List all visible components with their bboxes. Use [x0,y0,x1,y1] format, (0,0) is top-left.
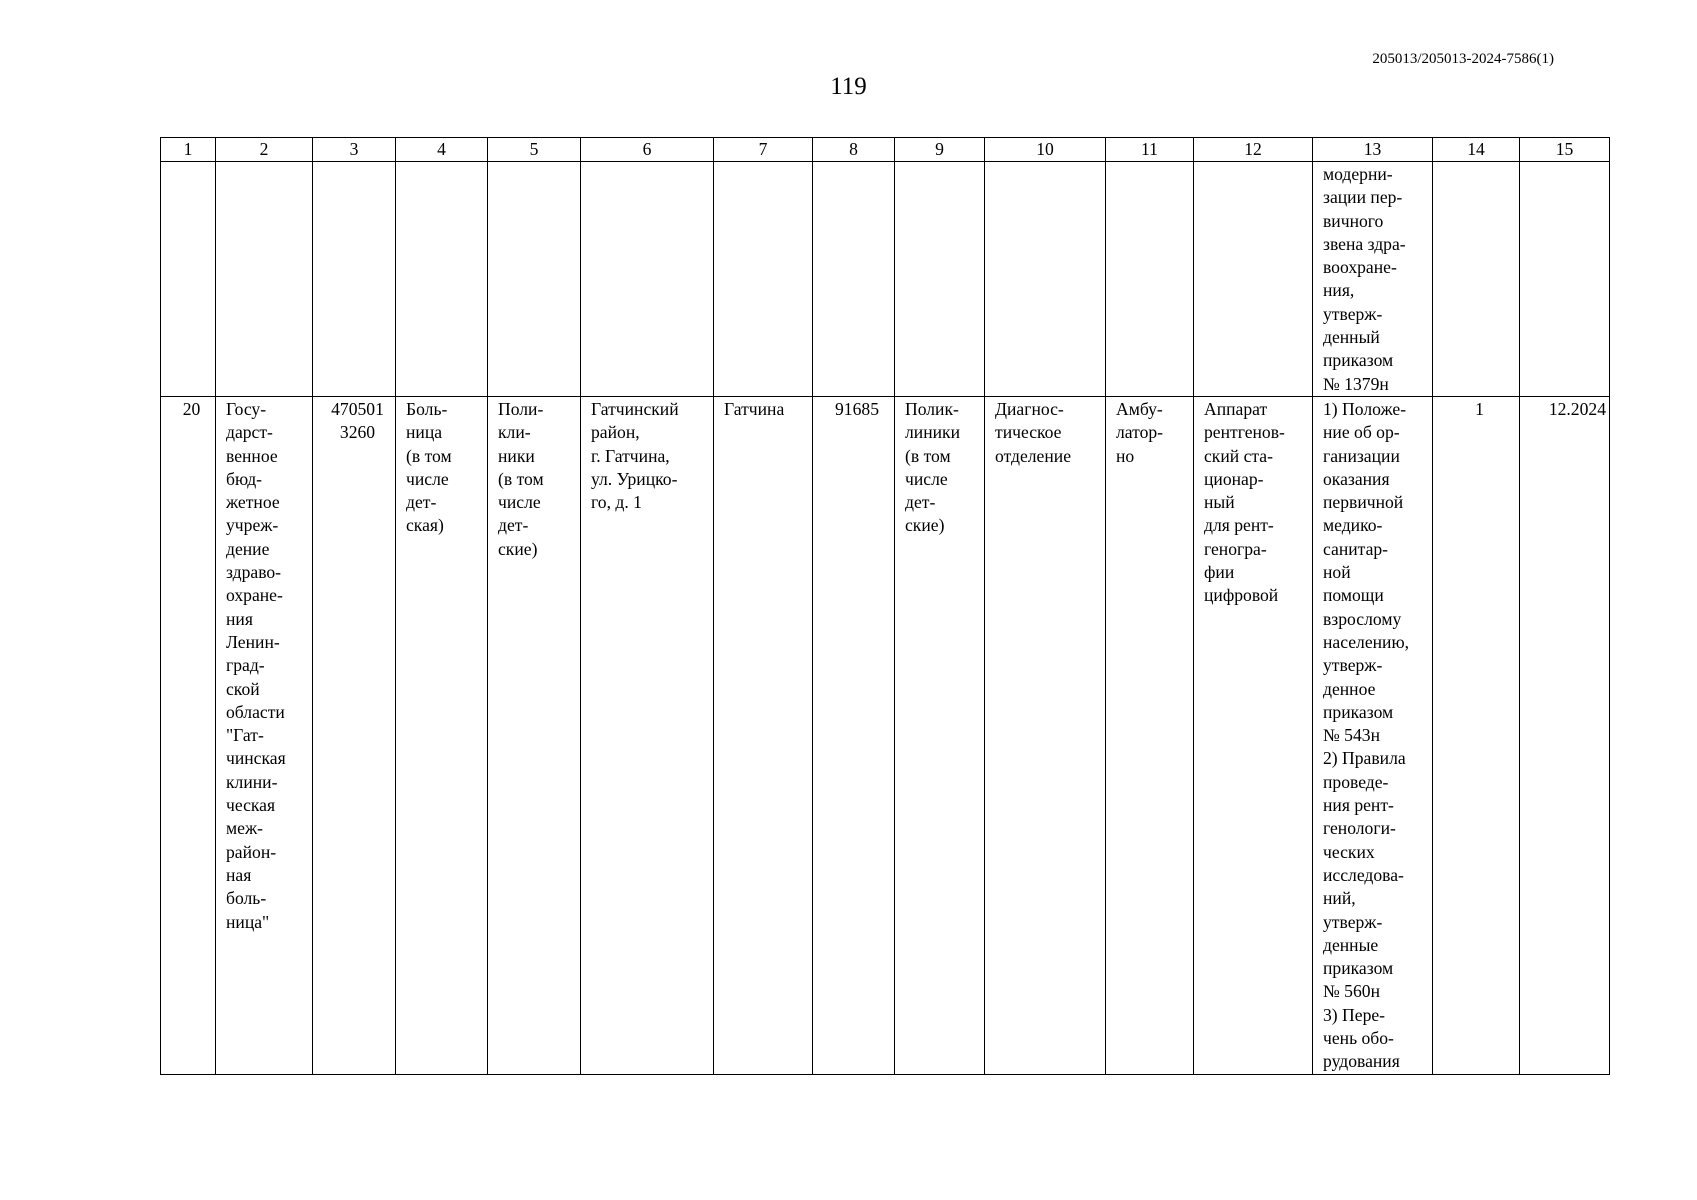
cell-department [985,162,1106,397]
cell-unit-type: Полик- линики (в том числе дет- ские) [895,396,985,1074]
column-number-row [161,138,1610,162]
column-header: 1 [161,138,216,162]
column-header: 5 [488,138,581,162]
cell-settlement: Гатчина [714,396,813,1074]
cell-facility-type: Боль- ница (в том числе дет- ская) [396,396,488,1074]
column-header: 9 [895,138,985,162]
cell-equipment: Аппарат рентгенов- ский ста- ционар- ный для рент- геногра- фии цифровой [1194,396,1313,1074]
column-header: 15 [1520,138,1610,162]
cell-population [813,162,895,397]
cell-care-conditions: Амбу- латор- но [1106,396,1194,1074]
column-header: 6 [581,138,714,162]
column-header: 2 [216,138,313,162]
cell-row-number: 20 [161,396,216,1074]
cell-address: Гатчинский район, г. Гатчина, ул. Урицко- го, д. 1 [581,396,714,1074]
cell-unit-type [895,162,985,397]
cell-inn [313,162,396,397]
cell-subdivision-type [488,162,581,397]
cell-subdivision-type: Поли- кли- ники (в том числе дет- ские) [488,396,581,1074]
cell-equipment [1194,162,1313,397]
cell-care-conditions [1106,162,1194,397]
column-header: 11 [1106,138,1194,162]
table-row-continuation [161,162,1610,397]
cell-regulations: 1) Положе- ние об ор- ганизации оказания первичной медико- санитар- ной помощи взрослому населению, утверж- денное приказом № 543н 2) Правила проведе- ния рент- генологи- ческих исследова- ний, утверж- денные приказом № 560н 3) Пере- чень обо- рудования [1313,396,1433,1074]
column-header: 14 [1433,138,1520,162]
cell-quantity [1433,162,1520,397]
cell-date [1520,162,1610,397]
column-header: 10 [985,138,1106,162]
cell-row-number [161,162,216,397]
page-number: 119 [830,73,867,100]
cell-department: Диагнос- тическое отделение [985,396,1106,1074]
cell-address [581,162,714,397]
cell-quantity: 1 [1433,396,1520,1074]
document-id: 205013/205013-2024-7586(1) [1372,51,1554,67]
cell-facility-type [396,162,488,397]
cell-date: 12.2024 [1520,396,1610,1074]
column-header: 4 [396,138,488,162]
cell-organization-name [216,162,313,397]
table-row [161,396,1610,1074]
column-header: 12 [1194,138,1313,162]
column-header: 13 [1313,138,1433,162]
cell-settlement [714,162,813,397]
column-header: 8 [813,138,895,162]
column-header: 3 [313,138,396,162]
register-table [160,137,1610,1075]
cell-population: 91685 [813,396,895,1074]
cell-inn: 470501 3260 [313,396,396,1074]
cell-organization-name: Госу- дарст- венное бюд- жетное учреж- дение здраво- охране- ния Ленин- град- ской области "Гат- чинская клини- ческая меж- район- ная боль- ница" [216,396,313,1074]
cell-regulations: модерни- зации пер- вичного звена здра- воохране- ния, утверж- денный приказом № 1379н [1313,162,1433,397]
column-header: 7 [714,138,813,162]
